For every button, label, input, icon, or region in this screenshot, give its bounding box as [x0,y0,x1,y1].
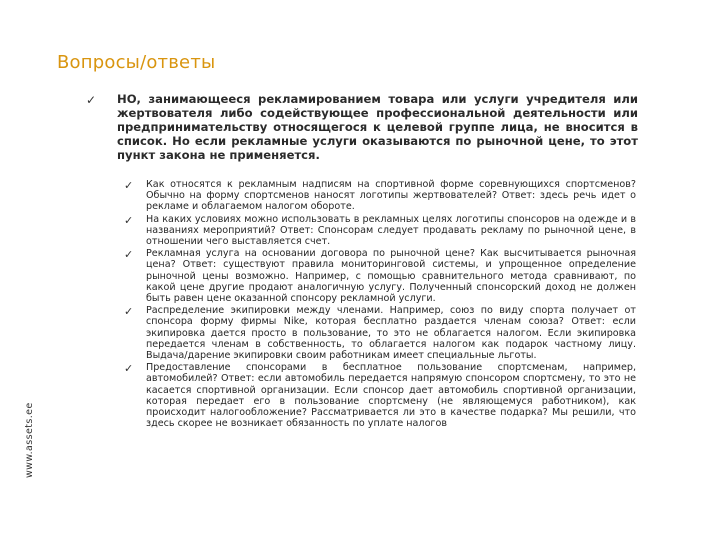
side-url: www.assets.ee [24,402,35,478]
checkmark-icon: ✓ [124,179,134,192]
sub-list-item [124,214,636,248]
sub-list-item [124,248,636,304]
sub-item-text: Предоставление спонсорами в бесплатное пользование спортсменам, например, автомобилей? Ответ: если автомобиль передается напрямую спонсором спортсмену, то это не касается спортивной организации. Если спонсор дает автомобиль спортивной организации, которая передает его в пользование спортсмену (не являющемуся работником), как происходит налогообложение? Рассматривается ли это в качестве подарка? Мы решили, что здесь скорее не возникает обязанность по уплате налогов [146,362,636,430]
slide-title: Вопросы/ответы [57,52,216,73]
sub-item-text: Как относятся к рекламным надписям на спортивной форме соревнующихся спортсменов? Обычно на форму спортсменов наносят логотипы жертвователей? Ответ: здесь речь идет о рекламе и облагаемом налогом обороте. [146,179,636,213]
sub-item-text: Распределение экипировки между членами. Например, союз по виду спорта получает от спонсора форму фирмы Nike, которая бесплатно раздается членам союза? Ответ: если экипировка дается просто в пользование, то это не облагается налогом. Если экипировка передается членам в собственность, то облагается налогом как подарок частному лицу. Выдача/дарение экипировки своим работникам имеет специальные льготы. [146,305,636,362]
sub-item-text: На каких условиях можно использовать в рекламных целях логотипы спонсоров на одежде и в названиях мероприятий? Ответ: Спонсорам следует продавать рекламу по рыночной цене, в отношении чего выставляется счет. [146,213,636,248]
checkmark-icon: ✓ [124,305,134,319]
sub-list-item [124,179,636,213]
sub-list-item [124,305,636,361]
checkmark-icon: ✓ [124,362,134,376]
sub-item-text: Рекламная услуга на основании договора по рыночной цене? Как высчитывается рыночная цена? Ответ: существуют правила мониторинговой системы, и упрощенное определение рыночной цены возможно. Например, с помощью сравнительного метода сравнивают, по какой цене другие продают аналогичную услугу. Полученный спонсорский доход не должен быть равен цене оказанной спонсору рекламной услуги. [146,248,636,305]
checkmark-icon: ✓ [124,248,134,262]
sub-list [124,179,636,430]
checkmark-icon: ✓ [86,93,97,107]
checkmark-icon: ✓ [124,213,134,227]
sub-list-item [124,362,636,429]
main-item-text: НО, занимающееся рекламированием товара или услуги учредителя или жертвователя либо содействующее профессиональной деятельности или предпринимательству относящегося к целевой группе лица, не вносится в список. Но если рекламные услуги оказываются по рыночной цене, то этот пункт закона не применяется. [117,92,638,162]
main-list-item [86,92,638,162]
